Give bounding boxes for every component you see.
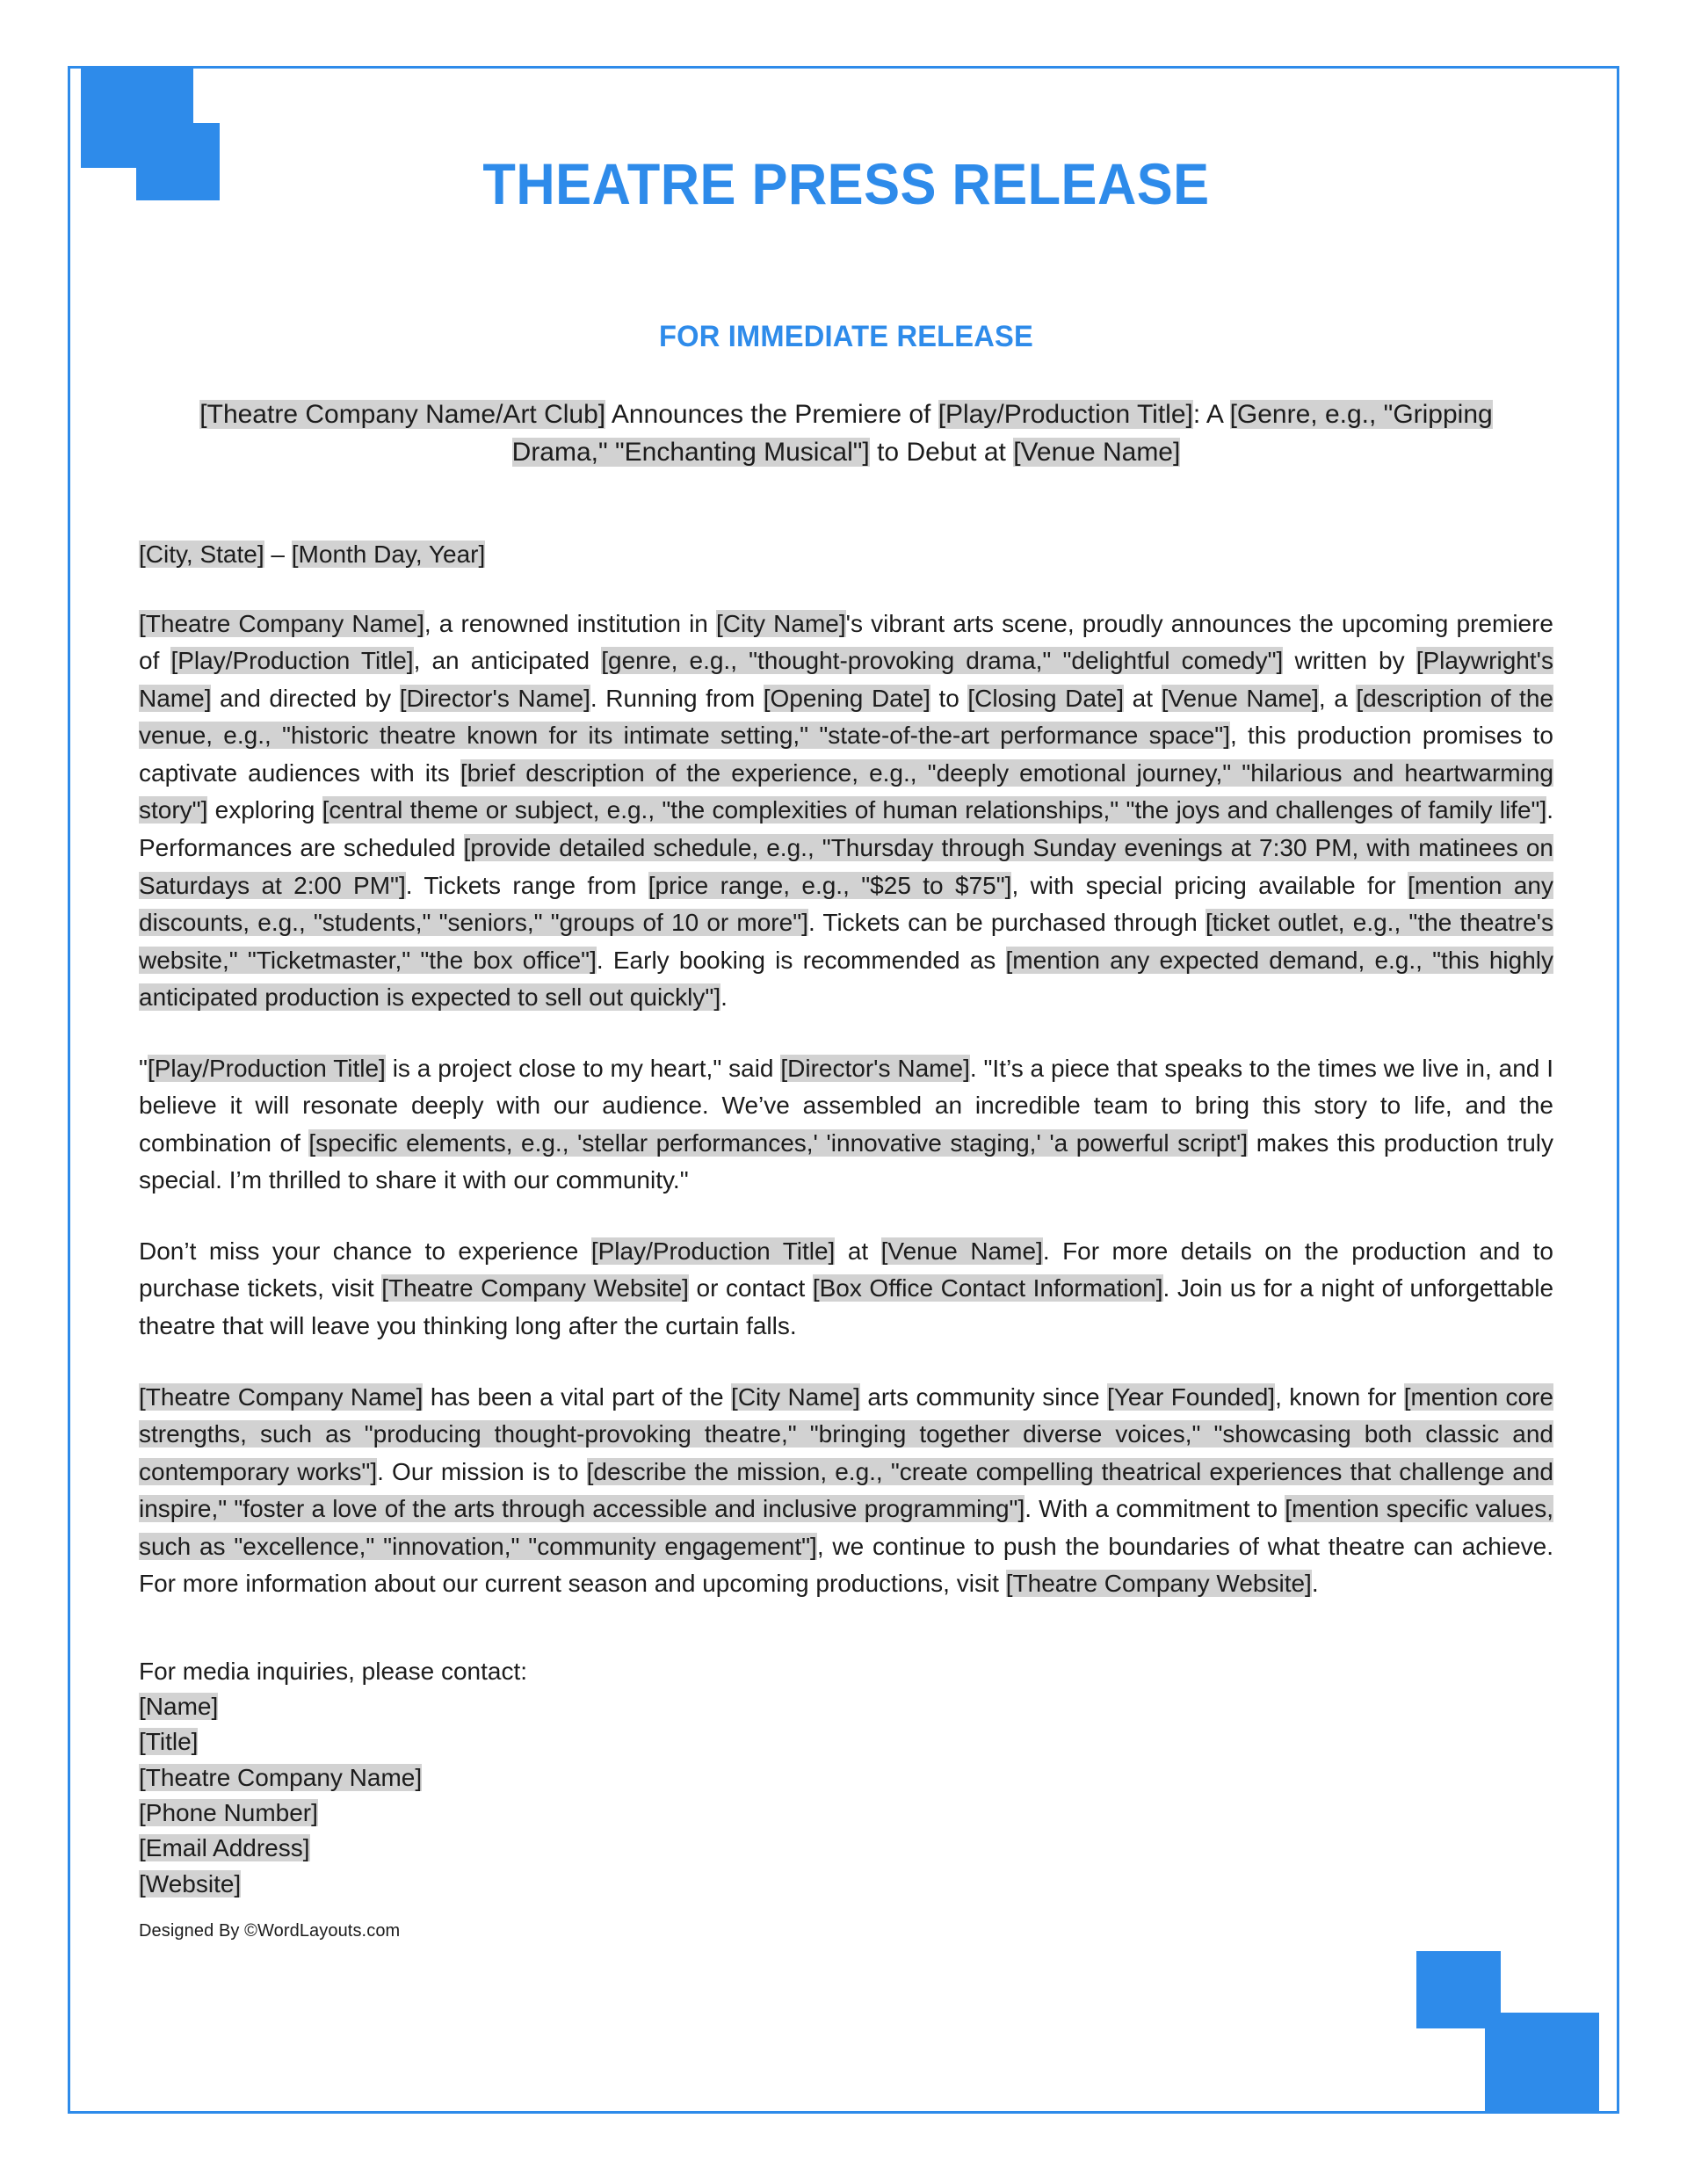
placeholder-production-title[interactable]: [Play/Production Title] [590,1237,836,1265]
placeholder-company-name[interactable]: [Theatre Company Name/Art Club] [199,400,606,430]
contact-line [139,1831,1553,1866]
p4-text-1: has been a vital part of the [423,1382,732,1411]
headline-text-1: Announces the Premiere of [605,400,938,430]
p1-text-15: . Tickets can be purchased through [807,909,1206,937]
p4-text-4: . Our mission is to [377,1457,587,1485]
placeholder-contact-name[interactable]: [Name] [139,1693,219,1721]
p3-text-3: . For more details on the production and to purchase tickets, visit [139,1237,1553,1302]
placeholder-schedule[interactable]: [provide detailed schedule, e.g., "Thursday through Sunday evenings at 7:30 PM, with matinees on Saturdays at 2:00 PM"] [139,833,1554,899]
p2-text-3: makes this production truly special. I’m thrilled to share it with our community." [139,1128,1554,1194]
p4-text-6: , we continue to push the boundaries of what theatre can achieve. For more information about our current season and upcoming productions, visit [139,1532,1553,1598]
page-title: THEATRE PRESS RELEASE [482,151,1210,216]
p3-text-1: Don’t miss your chance to experience [139,1237,591,1265]
p1-text-12: . Performances are scheduled [139,796,1554,861]
body-paragraph-2-quote [139,1050,1553,1200]
placeholder-mission[interactable]: [describe the mission, e.g., "create compelling theatrical experiences that challenge and inspire," "foster a love of the arts through accessible and inclusive programming"] [139,1457,1553,1523]
p1-text-14: , with special pricing available for [1011,871,1408,899]
p1-text-2: 's vibrant arts scene, proudly announces the upcoming premiere of [139,609,1554,675]
placeholder-production-title[interactable]: [Play/Production Title] [147,1054,386,1082]
contact-line [139,1689,1553,1724]
p4-text-2: arts community since [859,1382,1107,1411]
placeholder-phone-number[interactable]: [Phone Number] [139,1799,318,1827]
press-release-headline [192,396,1501,471]
placeholder-production-title[interactable]: [Play/Production Title] [938,400,1193,430]
document-content [139,105,1553,1941]
p4-text-5: . With a commitment to [1025,1495,1285,1523]
placeholder-experience-description[interactable]: [brief description of the experience, e.g., "deeply emotional journey," "hilarious and heartwarming story"] [139,758,1553,824]
placeholder-opening-date[interactable]: [Opening Date] [763,684,930,712]
placeholder-city-name[interactable]: [City Name] [731,1382,860,1411]
p1-text-10: , this production promises to captivate audiences with its [139,722,1553,787]
p3-text-5: . Join us for a night of unforgettable theatre that will leave you thinking long after the curtain falls. [139,1274,1554,1339]
for-immediate-release-heading: FOR IMMEDIATE RELEASE [659,320,1033,354]
placeholder-venue-description[interactable]: [description of the venue, e.g., "historic theatre known for its intimate setting," "state-of-the-art performance space"] [139,684,1553,750]
media-contact-block [139,1654,1553,1902]
p1-text-1: , a renowned institution in [424,609,717,637]
p2-text-1: is a project close to my heart," said [385,1054,781,1082]
body-paragraph-3 [139,1233,1553,1346]
contact-line [139,1724,1553,1760]
placeholder-price-range[interactable]: [price range, e.g., "$25 to $75"] [648,871,1012,899]
placeholder-expected-demand[interactable]: [mention any expected demand, e.g., "this highly anticipated production is expected to sell out quickly"] [139,946,1553,1012]
placeholder-company-website[interactable]: [Theatre Company Website] [381,1274,689,1302]
p1-text-16: . Early booking is recommended as [596,946,1006,974]
decor-bottom-right-block-b [1485,2013,1599,2114]
placeholder-director-name[interactable]: [Director's Name] [780,1054,970,1082]
p2-text-2: . "It’s a piece that speaks to the times we live in, and I believe it will resonate deeply with our audience. We’ve assembled an incredible team to bring this story to life, and the combination of [139,1054,1553,1157]
p4-text-7: . [1311,1570,1319,1598]
placeholder-venue-name[interactable]: [Venue Name] [1013,437,1181,467]
placeholder-city-state[interactable]: [City, State] [139,541,264,569]
placeholder-company-name[interactable]: [Theatre Company Name] [139,1763,423,1791]
body-paragraph-4-boilerplate [139,1379,1553,1603]
placeholder-company-website[interactable]: [Theatre Company Website] [1005,1570,1312,1598]
placeholder-values[interactable]: [mention specific values, such as "excellence," "innovation," "community engagement"] [139,1495,1553,1560]
placeholder-ticket-outlet[interactable]: [ticket outlet, e.g., "the theatre's website," "Ticketmaster," "the box office"] [139,909,1553,974]
p1-text-13: . Tickets range from [405,871,648,899]
placeholder-playwright-name[interactable]: [Playwright's Name] [139,647,1553,712]
placeholder-contact-title[interactable]: [Title] [139,1728,199,1756]
placeholder-genre[interactable]: [genre, e.g., "thought-provoking drama," "delightful comedy"] [601,647,1284,675]
placeholder-date[interactable]: [Month Day, Year] [291,541,486,569]
p1-text-9: , a [1318,684,1357,712]
headline-text-3: to Debut at [869,437,1014,467]
placeholder-genre[interactable]: [Genre, e.g., "Gripping Drama," "Enchanting Musical"] [511,400,1493,467]
placeholder-discounts[interactable]: [mention any discounts, e.g., "students," "seniors," "groups of 10 or more"] [139,871,1554,937]
placeholder-city-name[interactable]: [City Name] [716,609,846,637]
p1-text-5: and directed by [211,684,400,712]
placeholder-core-strengths[interactable]: [mention core strengths, such as "producing thought-provoking theatre," "bringing together diverse voices," "showcasing both classic and contemporary works"] [139,1382,1554,1485]
p1-text-3: , an anticipated [413,647,602,675]
contact-heading: For media inquiries, please contact: [139,1657,527,1685]
dateline-separator: – [264,541,292,569]
placeholder-central-theme[interactable]: [central theme or subject, e.g., "the complexities of human relationships," "the joys and challenges of family life"] [322,796,1547,824]
p3-text-4: or contact [688,1274,813,1302]
p1-text-4: written by [1283,647,1416,675]
p2-open-quote: " [139,1054,148,1082]
body-paragraph-1 [139,606,1553,1017]
p1-text-17: . [720,983,728,1012]
placeholder-venue-name[interactable]: [Venue Name] [1161,684,1319,712]
footer-credit: Designed By ©WordLayouts.com [139,1920,401,1941]
placeholder-company-name[interactable]: [Theatre Company Name] [139,1382,424,1411]
headline-text-2: : A [1192,400,1230,430]
p4-text-3: , known for [1275,1382,1404,1411]
p3-text-2: at [835,1237,881,1265]
contact-line [139,1796,1553,1831]
p1-text-8: at [1124,684,1162,712]
placeholder-production-title[interactable]: [Play/Production Title] [170,647,414,675]
placeholder-year-founded[interactable]: [Year Founded] [1107,1382,1276,1411]
contact-line [139,1760,1553,1796]
p1-text-6: . Running from [590,684,764,712]
placeholder-box-office-contact[interactable]: [Box Office Contact Information] [812,1274,1163,1302]
dateline [139,537,1553,571]
placeholder-venue-name[interactable]: [Venue Name] [880,1237,1043,1265]
placeholder-website[interactable]: [Website] [139,1869,242,1897]
placeholder-director-name[interactable]: [Director's Name] [399,684,590,712]
placeholder-specific-elements[interactable]: [specific elements, e.g., 'stellar performances,' 'innovative staging,' 'a powerful script'] [308,1128,1249,1157]
placeholder-closing-date[interactable]: [Closing Date] [967,684,1125,712]
p1-text-11: exploring [207,796,322,824]
p1-text-7: to [930,684,968,712]
placeholder-company-name[interactable]: [Theatre Company Name] [139,609,424,637]
placeholder-email-address[interactable]: [Email Address] [139,1834,310,1862]
contact-line [139,1867,1553,1902]
